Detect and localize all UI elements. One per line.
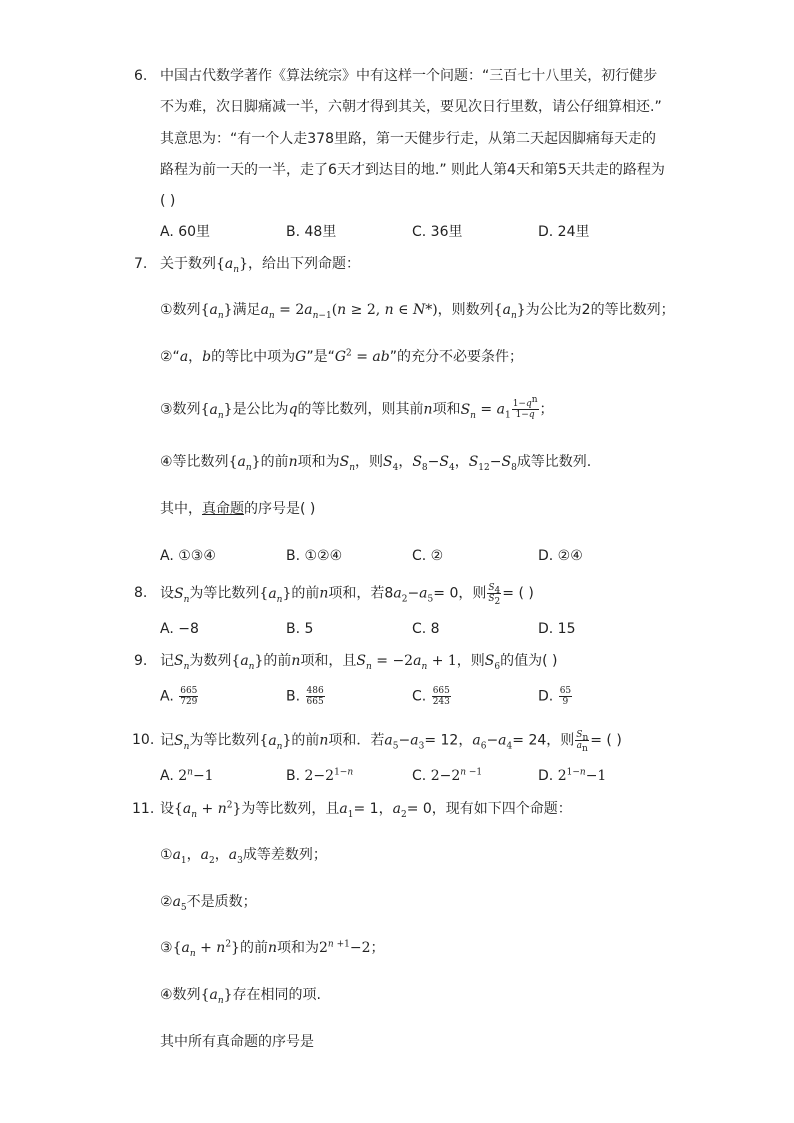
q7-option-c[interactable]: C. ② <box>412 548 444 564</box>
q6-option-a[interactable]: A. 60里 <box>160 224 211 240</box>
q7-statement-4: ④等比数列$\{a_n\}$的前n项和为$S_n$，则$S_4$，$S_8-S_4$，$S_{12}-S_8$成等比数列. <box>160 454 592 473</box>
q7-sum-formula-fraction: $\frac{1-q^n}{1-q}$ <box>512 395 538 420</box>
q8-option-c[interactable]: C. 8 <box>412 621 440 637</box>
q10-option-a[interactable]: A. $2^n-1$ <box>160 767 214 784</box>
q6-line-1: 中国古代数学著作《算法统宗》中有这样一个问题：“三百七十八里关，初行健步 <box>160 68 658 84</box>
q8-option-d[interactable]: D. 15 <box>538 621 576 637</box>
q10-option-b[interactable]: B. $2-2^{1-n}$ <box>286 767 354 784</box>
q10-option-c[interactable]: C. $2-2^{n -1}$ <box>412 767 483 784</box>
q7-statement-1: ①数列$\{a_n\}$满足$a_n = 2a_{n-1}(n \ge 2$, n ∈ N*)，则数列$\{a_n\}$为公比为2的等比数列； <box>160 302 675 321</box>
q6-option-d[interactable]: D. 24里 <box>538 224 590 240</box>
q8-ratio-fraction: $\frac{S_4}{S_2}$ <box>488 583 501 607</box>
q8-number: 8. <box>134 585 148 601</box>
q11-statement-3: $③\{a_n + n^2\}$的前n项和为$2^{n +1}-2$； <box>160 939 385 959</box>
q11-text: 设$\{a_n + n^2\}$为等比数列，且$a_1= 1$，$a_2= 0$，现有如下四个命题： <box>160 800 572 820</box>
q8-text: 设$S_n$为等比数列$\{a_n\}$的前n项和，若$8a_2-a_5= 0$，则 $\frac{S_4}{S_2}$ = ( ) <box>160 583 534 607</box>
q6-option-b[interactable]: B. 48里 <box>286 224 337 240</box>
q9-number: 9. <box>134 653 148 669</box>
q7-question: 其中，真命题的序号是( ) <box>160 501 316 517</box>
q11-statement-2: $②a_5$不是质数； <box>160 894 257 913</box>
q6-line-4: 路程为前一天的一半，走了6天才到达目的地.” 则此人第4天和第5天共走的路程为 <box>160 162 665 178</box>
q6-option-c[interactable]: C. 36里 <box>412 224 463 240</box>
q7-number: 7. <box>134 256 148 272</box>
q10-number: 10. <box>132 732 155 748</box>
q7-option-b[interactable]: B. ①②④ <box>286 548 343 564</box>
q11-statement-1: $①a_1$，$a_2$，$a_3$成等差数列； <box>160 847 327 866</box>
q10-option-d[interactable]: D. $2^{1-n}-1$ <box>538 767 607 784</box>
q8-option-b[interactable]: B. 5 <box>286 621 314 637</box>
q11-question: 其中所有真命题的序号是 <box>160 1034 314 1050</box>
q11-number: 11. <box>132 801 155 817</box>
q7-intro: 关于数列$\{a_n\}$，给出下列命题： <box>160 256 360 275</box>
q10-text: 记$S_n$为等比数列$\{a_n\}$的前n项和．若$a_5-a_3= 12$，$a_6-a_4= 24$，则 $\frac{S_n}{a_n}$ = ( ) <box>160 730 622 754</box>
q9-option-c[interactable]: C. $\frac{665}{243}$ <box>412 686 450 707</box>
q9-option-d[interactable]: D. $\frac{65}{9}$ <box>538 686 572 707</box>
true-proposition-underlined: 真命题 <box>202 501 244 517</box>
q7-statement-2: ②“a，b的等比中项为G”是“$G^2$ = ab”的充分不必要条件； <box>160 348 523 365</box>
q6-line-5: ( ) <box>160 193 176 209</box>
q9-text: 记$S_n$为数列$\{a_n\}$的前n项和，且$S_n = -2a_n + 1$，则$S_6$的值为( ) <box>160 653 558 672</box>
q9-option-a[interactable]: A. $\frac{665}{729}$ <box>160 686 198 707</box>
q6-line-3: 其意思为：“有一个人走378里路，第一天健步行走，从第二天起因脚痛每天走的 <box>160 131 656 147</box>
q7-statement-3: ③数列$\{a_n\}$是公比为q的等比数列，则其前n项和$S_n = a_1$ $\frac{1-q^n}{1-q}$ ； <box>160 395 554 421</box>
q9-option-b[interactable]: B. $\frac{486}{665}$ <box>286 686 324 707</box>
q8-option-a[interactable]: A. −8 <box>160 621 199 637</box>
q7-option-d[interactable]: D. ②④ <box>538 548 583 564</box>
q10-ratio-fraction: $\frac{S_n}{a_n}$ <box>576 730 589 754</box>
q11-statement-4: ④数列$\{a_n\}$存在相同的项. <box>160 987 322 1006</box>
q7-option-a[interactable]: A. ①③④ <box>160 548 216 564</box>
q6-number: 6. <box>134 68 148 84</box>
q6-line-2: 不为难，次日脚痛减一半，六朝才得到其关，要见次日行里数，请公仔细算相还.” <box>160 99 662 115</box>
